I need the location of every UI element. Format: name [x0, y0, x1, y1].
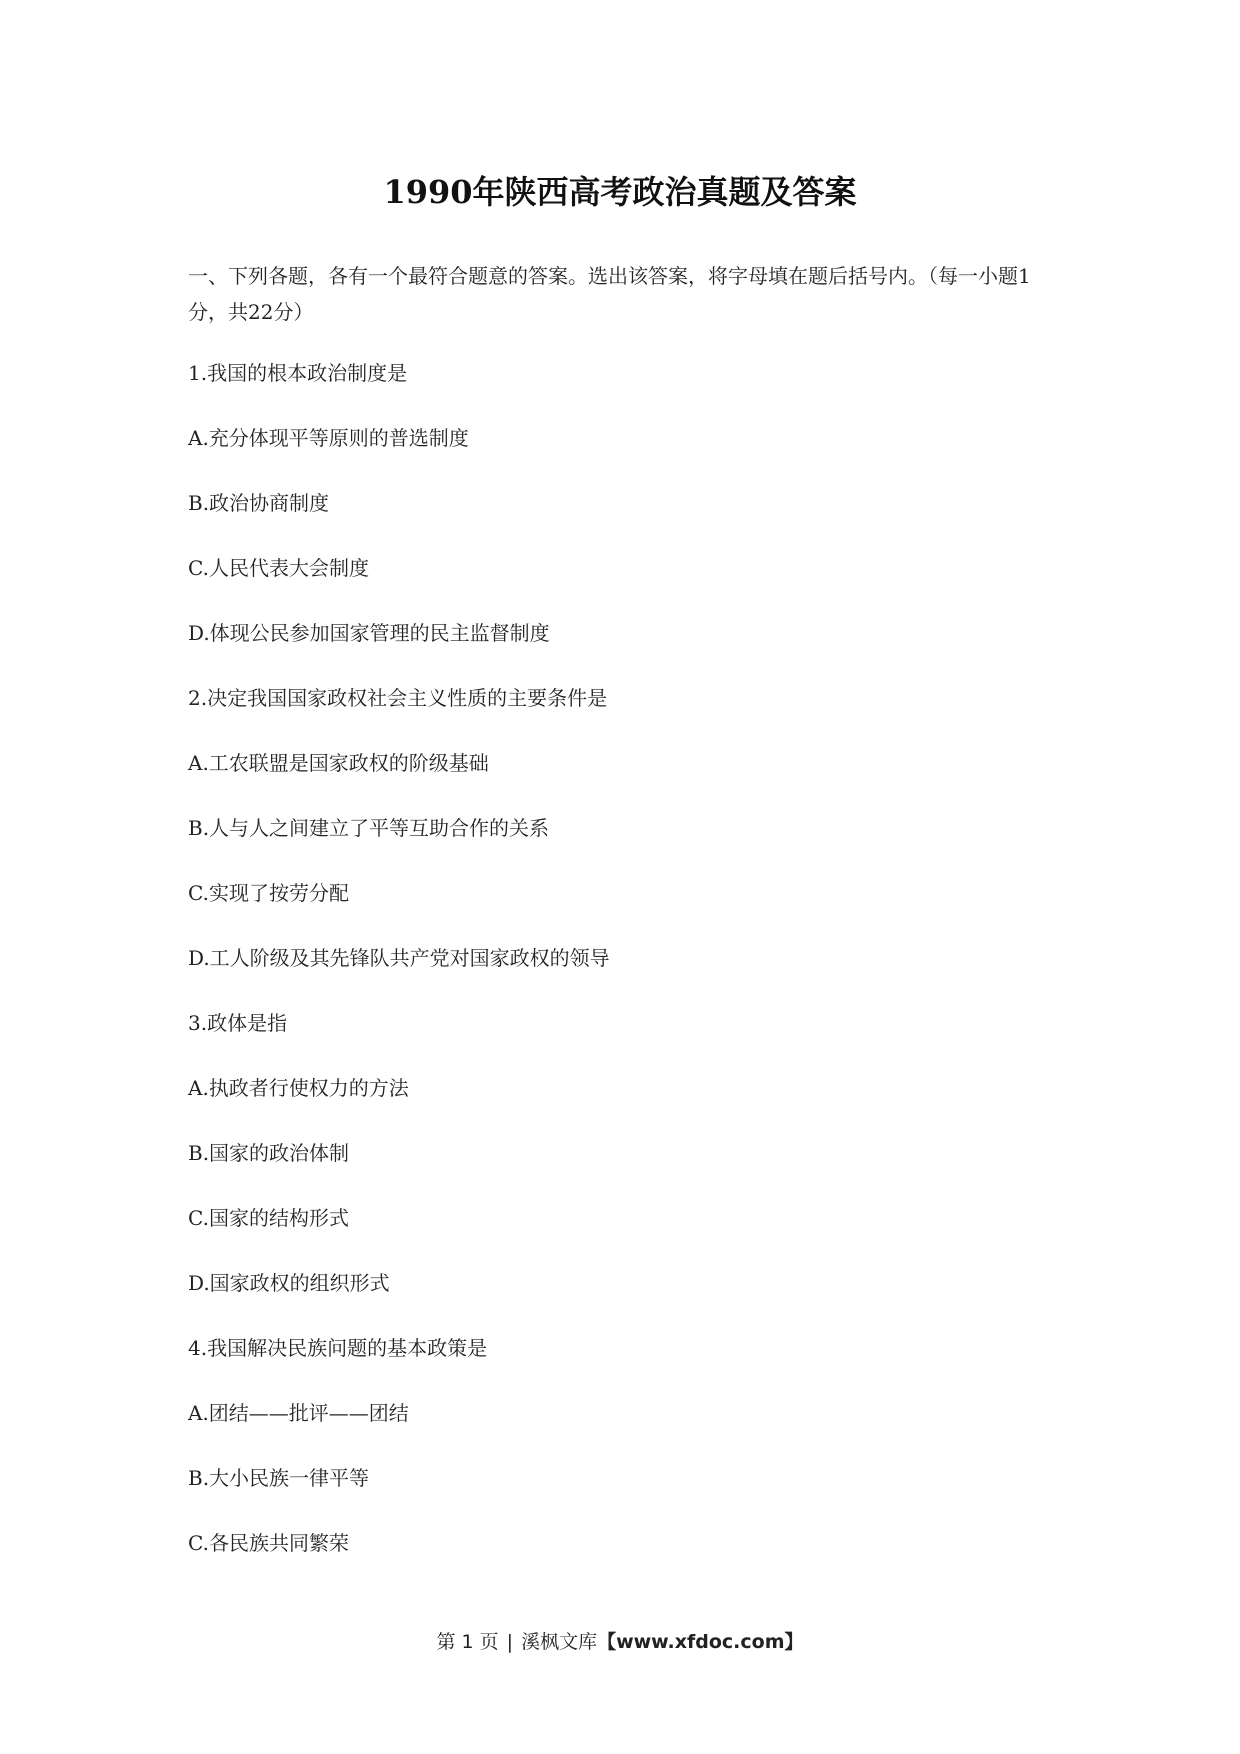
question-stem: 3.政体是指: [188, 1011, 288, 1035]
site-link[interactable]: 【www.xfdoc.com】: [597, 1631, 804, 1653]
answer-option: A.团结——批评——团结: [188, 1401, 409, 1425]
question-stem: 4.我国解决民族问题的基本政策是: [188, 1336, 488, 1360]
answer-option: D.体现公民参加国家管理的民主监督制度: [188, 621, 550, 645]
answer-option: B.大小民族一律平等: [188, 1466, 370, 1490]
section-instructions: 一、下列各题，各有一个最符合题意的答案。选出该答案，将字母填在题后括号内。（每一小题1分，共22分）: [188, 264, 1031, 324]
answer-option: B.人与人之间建立了平等互助合作的关系: [188, 816, 550, 840]
page-number: 第 1 页: [436, 1631, 499, 1653]
answer-option: C.人民代表大会制度: [188, 556, 369, 580]
answer-option: C.国家的结构形式: [188, 1206, 349, 1230]
answer-option: D.国家政权的组织形式: [188, 1271, 390, 1295]
question-stem: 1.我国的根本政治制度是: [188, 361, 408, 385]
answer-option: A.工农联盟是国家政权的阶级基础: [188, 751, 489, 775]
question-stem: 2.决定我国国家政权社会主义性质的主要条件是: [188, 686, 608, 710]
answer-option: B.政治协商制度: [188, 491, 330, 515]
footer-separator: |: [506, 1631, 514, 1653]
answer-option: C.各民族共同繁荣: [188, 1531, 349, 1555]
question-list: [188, 355, 1058, 1590]
answer-option: B.国家的政治体制: [188, 1141, 350, 1165]
answer-option: D.工人阶级及其先锋队共产党对国家政权的领导: [188, 946, 610, 970]
answer-option: C.实现了按劳分配: [188, 881, 349, 905]
answer-option: A.执政者行使权力的方法: [188, 1076, 409, 1100]
page-footer: [0, 1628, 1240, 1656]
answer-option: A.充分体现平等原则的普选制度: [188, 426, 469, 450]
document-title: 1990年陕西高考政治真题及答案: [383, 173, 857, 211]
site-name: 溪枫文库: [521, 1631, 598, 1653]
